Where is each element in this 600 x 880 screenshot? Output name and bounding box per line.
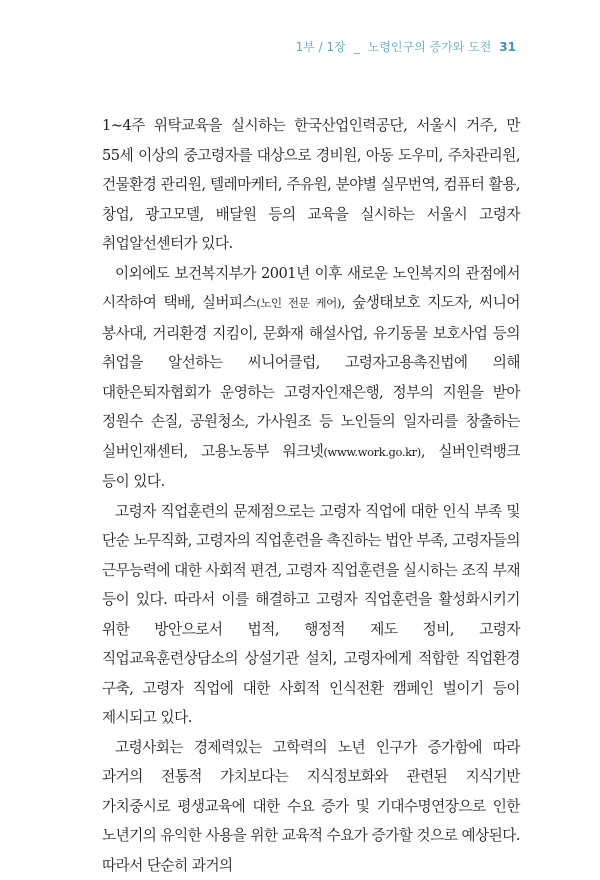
- paragraph-3: 고령자 직업훈련의 문제점으로는 고령자 직업에 대한 인식 부족 및 단순 노무직화, 고령자의 직업훈련을 촉진하는 법안 부족, 고령자들의 근무능력에 대한 사회적 편견, 고령자 직업훈련을 실시하는 조직 부재 등이 있다. 따라서 이를 해결하고 고령자 직업훈련을 활성화시키기 위한 방안으로서 법적, 행정적 제도 정비, 고령자 직업교육훈련상담소의 상설기관 설치, 고령자에게 적합한 직업환경 구축, 고령자 직업에 대한 사회적 인식전환 캠페인 벌이기 등이 제시되고 있다.: [102, 497, 520, 733]
- paragraph-4: 고령사회는 경제력있는 고학력의 노년 인구가 증가함에 따라 과거의 전통적 가치보다는 지식정보화와 관련된 지식기반 가치중시로 평생교육에 대한 수요 증가 및 기대수명연장으로 인한 노년기의 유익한 사용을 위한 교육적 수요가 증가할 것으로 예상된다. 따라서 단순히 과거의: [102, 733, 520, 880]
- paragraph-2-note: (노인 전문 케어): [256, 296, 341, 310]
- running-header: [296, 38, 516, 55]
- paragraph-2-text-end: , 실버인력뱅크 등이 있다.: [102, 443, 520, 491]
- paragraph-2-url: (www.work.go.kr): [323, 445, 421, 459]
- page-number: 31: [499, 40, 516, 54]
- header-chapter-title: 노령인구의 증가와 도전: [368, 38, 492, 55]
- paragraph-1: 1~4주 위탁교육을 실시하는 한국산업인력공단, 서울시 거주, 만 55세 이상의 중고령자를 대상으로 경비원, 아동 도우미, 주차관리원, 건물환경 관리원, 텔레마케터, 주유원, 분야별 실무번역, 컴퓨터 활용, 창업, 광고모델, 배달원 등의 교육을 실시하는 서울시 고령자 취업알선센터가 있다.: [102, 111, 520, 259]
- body-text: [102, 111, 520, 880]
- paragraph-2-text-after-note: , 숲생태보호 지도자, 씨니어 봉사대, 거리환경 지킴이, 문화재 해설사업, 유기동물 보호사업 등의 취업을 알선하는 씨니어클럽, 고령자고용촉진법에 의해 대한은퇴자협회가 운영하는 고령자인재은행, 정부의 지원을 받아 정원수 손질, 공원청소, 가사원조 등 노인들의 일자리를 창출하는 실버인재센터, 고용노동부 워크넷: [102, 294, 520, 460]
- paragraph-2: [102, 259, 520, 497]
- header-separator: _: [354, 40, 360, 54]
- paragraph-2-text-before-note: 이외에도 보건복지부가 2001년 이후 새로운 노인복지의 관점에서 시작하여 택배, 실버피스: [102, 265, 520, 312]
- header-section: 1부 / 1장: [296, 38, 346, 55]
